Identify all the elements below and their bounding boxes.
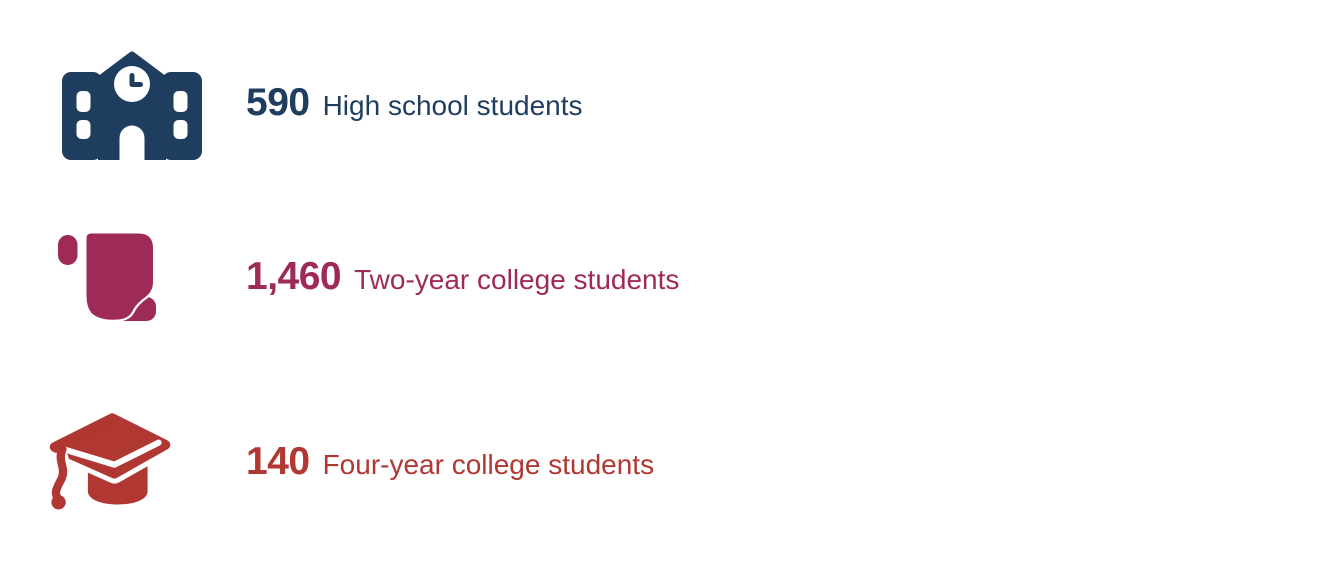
icon-cell-two-year-college <box>48 233 246 321</box>
stat-text-two-year-college <box>246 255 679 299</box>
stat-value-two-year-college: 1,460 <box>246 255 342 298</box>
stat-text-high-school <box>246 81 583 125</box>
stat-label-high-school: High school students <box>322 90 583 121</box>
stat-value-high-school: 590 <box>246 81 310 124</box>
stat-row-high-school <box>48 46 583 160</box>
scroll-diploma-icon <box>58 233 158 321</box>
stat-value-four-year-college: 140 <box>246 440 310 483</box>
stat-text-four-year-college <box>246 440 654 484</box>
stat-row-four-year-college <box>48 404 654 520</box>
stat-label-two-year-college: Two-year college students <box>354 264 680 295</box>
graduation-cap-icon <box>48 405 172 520</box>
stat-row-two-year-college <box>48 232 679 322</box>
icon-cell-high-school <box>48 46 246 160</box>
icon-cell-four-year-college <box>48 405 246 520</box>
stat-label-four-year-college: Four-year college students <box>322 449 655 480</box>
school-building-icon <box>62 46 202 160</box>
